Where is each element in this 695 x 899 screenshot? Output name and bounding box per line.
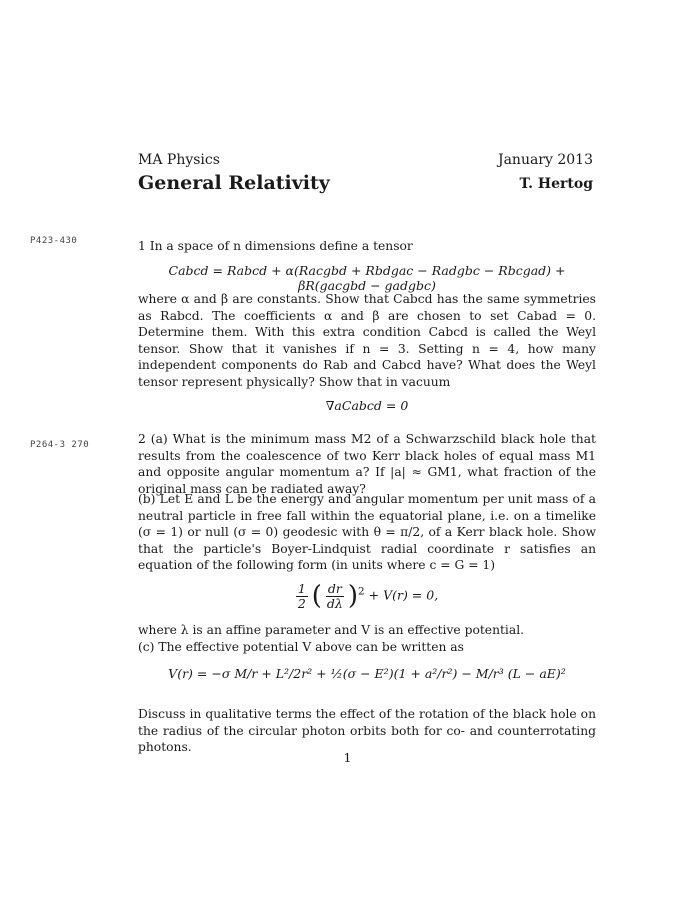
radial-equation-suffix: + V(r) = 0, [368,587,439,603]
vacuum-equation: ∇aCabcd = 0 [325,398,409,413]
exam-date: January 2013 [497,152,593,168]
margin-note-1: P423-430 [30,236,78,246]
question-2b-text: (b) Let E and L be the energy and angular momentum per unit mass of a neutral particle in free fall within the equatorial plane, i.e. on a timelike (σ = 1) or null (σ = 0) geodesic with θ = π/2, of a Kerr black hole. Show that the particle's Boyer-Lindquist radial coordinate r satisfies an equation of the following form (in units where c = G = 1) [138,492,596,572]
question-1-intro: 1 In a space of n dimensions define a tensor [138,239,413,253]
question-2-final: Discuss in qualitative terms the effect of the rotation of the black hole on the radius of the circular photon orbits both for co- and counterrotating photons. [138,707,596,754]
question-2c-text: where λ is an affine parameter and V is an effective potential. (c) The effective potential V above can be written as [138,623,525,654]
question-2a-text: 2 (a) What is the minimum mass M2 of a Schwarzschild black hole that results from the coalescence of two Kerr black holes of equal mass M1 and opposite angular momentum a? If |a| ≈ GM1, what fraction of the original mass can be radiated away? [138,432,596,496]
radial-equation: $\frac{1}{2}$ ( $\frac{dr}{d\lambda}$ )$^2$ + V(r) = 0, [297,580,439,611]
author-name: T. Hertog [519,176,593,192]
page-number: 1 [343,750,352,765]
half-fraction: $\frac{1}{2}$ [297,580,306,611]
margin-note-2: P264-3 270 [30,440,90,450]
course-label: MA Physics [138,152,220,168]
weyl-tensor-equation: Cabcd = Rabcd + α(Racgbd + Rbdgac − Radgbc − Rbcgad) + βR(gacgbd − gadgbc) [168,263,566,293]
page-title: General Relativity [138,172,330,194]
effective-potential-equation: V(r) = −σ M/r + L²/2r² + ½(σ − E²)(1 + a²/r²) − M/r³ (L − aE)² [168,666,566,681]
derivative-fraction: $\frac{dr}{d\lambda}$ [326,580,343,611]
question-1-text: where α and β are constants. Show that Cabcd has the same symmetries as Rabcd. The coefficients α and β are chosen to set Cabad = 0. Determine them. With this extra condition Cabcd is called the Weyl tensor. Show that it vanishes if n = 3. Setting n = 4, how many independent components do Rab and Cabcd have? What does the Weyl tensor represent physically? Show that in vacuum [138,292,596,389]
